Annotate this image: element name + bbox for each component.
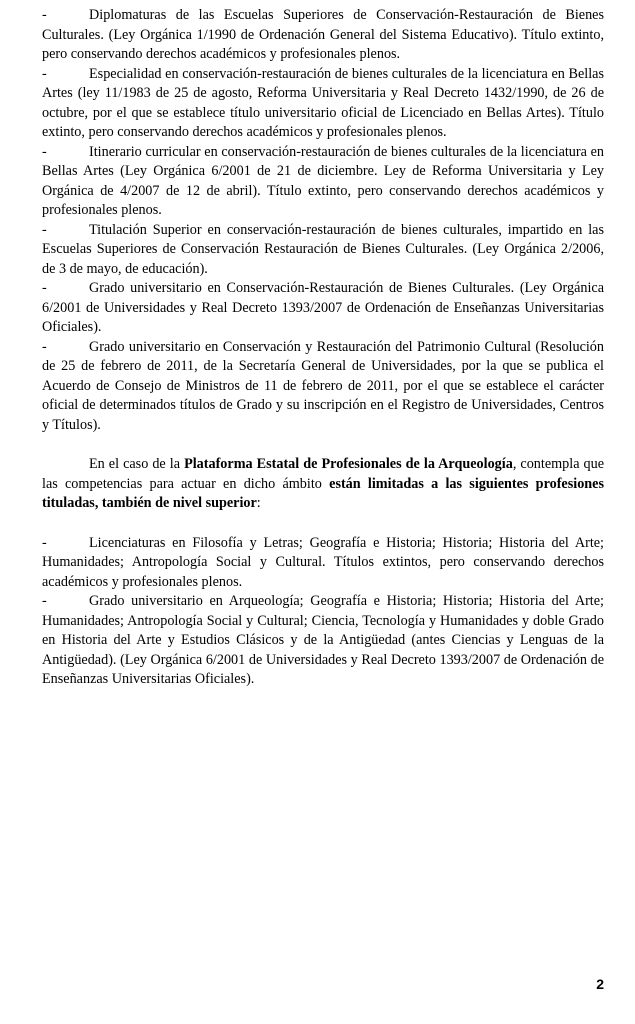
list-item <box>42 592 604 690</box>
list-item <box>42 6 604 65</box>
list-item <box>42 143 604 221</box>
list-item <box>42 279 604 338</box>
archaeology-paragraph <box>42 455 604 514</box>
paragraph-text: , contempla que las competencias para actuar en dicho ámbito <box>42 456 605 492</box>
list-dash: - <box>42 534 47 551</box>
paragraph-bold-platform: Plataforma Estatal de Profesionales de la Arqueología <box>184 456 513 472</box>
list-item <box>42 65 604 143</box>
list-item-text: Grado universitario en Conservación-Restauración de Bienes Culturales. (Ley Orgánica 6/2001 de Universidades y Real Decreto 1393/2007 de Ordenación de Enseñanzas Universitarias Oficiales). <box>42 280 604 335</box>
document-body <box>42 6 604 690</box>
list-item-text: Especialidad en conservación-restauración de bienes culturales de la licenciatura en Bellas Artes (ley 11/1983 de 25 de agosto, Reforma Universitaria y Real Decreto 1432/1990, de 26 de octubre, por el que se establece título universitario oficial de Licenciado en Bellas Artes). Título extinto, pero conservando derechos académicos y profesionales plenos. <box>42 65 604 140</box>
paragraph-text: En el caso de la <box>89 456 185 472</box>
page-number: 2 <box>596 976 604 992</box>
list-dash: - <box>42 338 47 355</box>
list-dash: - <box>42 143 47 160</box>
list-item-text: Titulación Superior en conservación-restauración de bienes culturales, impartido en las Escuelas Superiores de Conservación Restauración de Bienes Culturales. (Ley Orgánica 2/2006, de 3 de mayo, de educación). <box>42 221 604 277</box>
list-dash: - <box>42 65 47 82</box>
list-item-text: Grado universitario en Arqueología; Geografía e Historia; Historia; Historia del Arte; Humanidades; Antropología Social y Cultural; Ciencia, Tecnología y Humanidades y doble Grado en Historia del Arte y Estudios Clásicos y de la Antigüedad (antes Ciencias y Lenguas de la Antigüedad). (Ley Orgánica 6/2001 de Universidades y Real Decreto 1393/2007 de Ordenación de Enseñanzas Universitarias Oficiales). <box>42 593 604 687</box>
list-item-text: Grado universitario en Conservación y Restauración del Patrimonio Cultural (Resolución de 25 de febrero de 2011, de la Secretaría General de Universidades, por la que se publica el Acuerdo de Consejo de Ministros de 11 de febrero de 2011, por el que se establece el carácter oficial de determinados títulos de Grado y su inscripción en el Registro de Universidades, Centros y Títulos). <box>42 338 604 433</box>
paragraph-text: : <box>256 495 261 511</box>
degree-list-archaeology <box>42 534 604 690</box>
list-item-text: Diplomaturas de las Escuelas Superiores de Conservación-Restauración de Bienes Culturales. (Ley Orgánica 1/1990 de Ordenación General del Sistema Educativo). Título extinto, pero conservando derechos académicos y profesionales plenos. <box>42 7 604 62</box>
list-dash: - <box>42 7 47 23</box>
list-item-text: Licenciaturas en Filosofía y Letras; Geografía e Historia; Historia; Historia del Arte; Humanidades; Antropología Social y Cultural. Títulos extintos, pero conservando derechos académicos y profesionales plenos. <box>42 534 604 590</box>
degree-list-conservation <box>42 6 604 435</box>
list-dash: - <box>42 593 47 609</box>
list-item <box>42 338 604 436</box>
list-dash: - <box>42 221 47 238</box>
list-item-text: Itinerario curricular en conservación-restauración de bienes culturales de la licenciatura en Bellas Artes (Ley Orgánica 6/2001 de 21 de diciembre. Ley de Reforma Universitaria y Ley Orgánica de 4/2007 de 12 de abril). Título extinto, pero conservando derechos académicos y profesionales plenos. <box>42 143 604 218</box>
list-dash: - <box>42 280 47 296</box>
list-item <box>42 534 604 593</box>
list-item <box>42 221 604 280</box>
paragraph-bold-limitation: están limitadas a las siguientes profesiones tituladas, también de nivel superior <box>42 475 604 511</box>
